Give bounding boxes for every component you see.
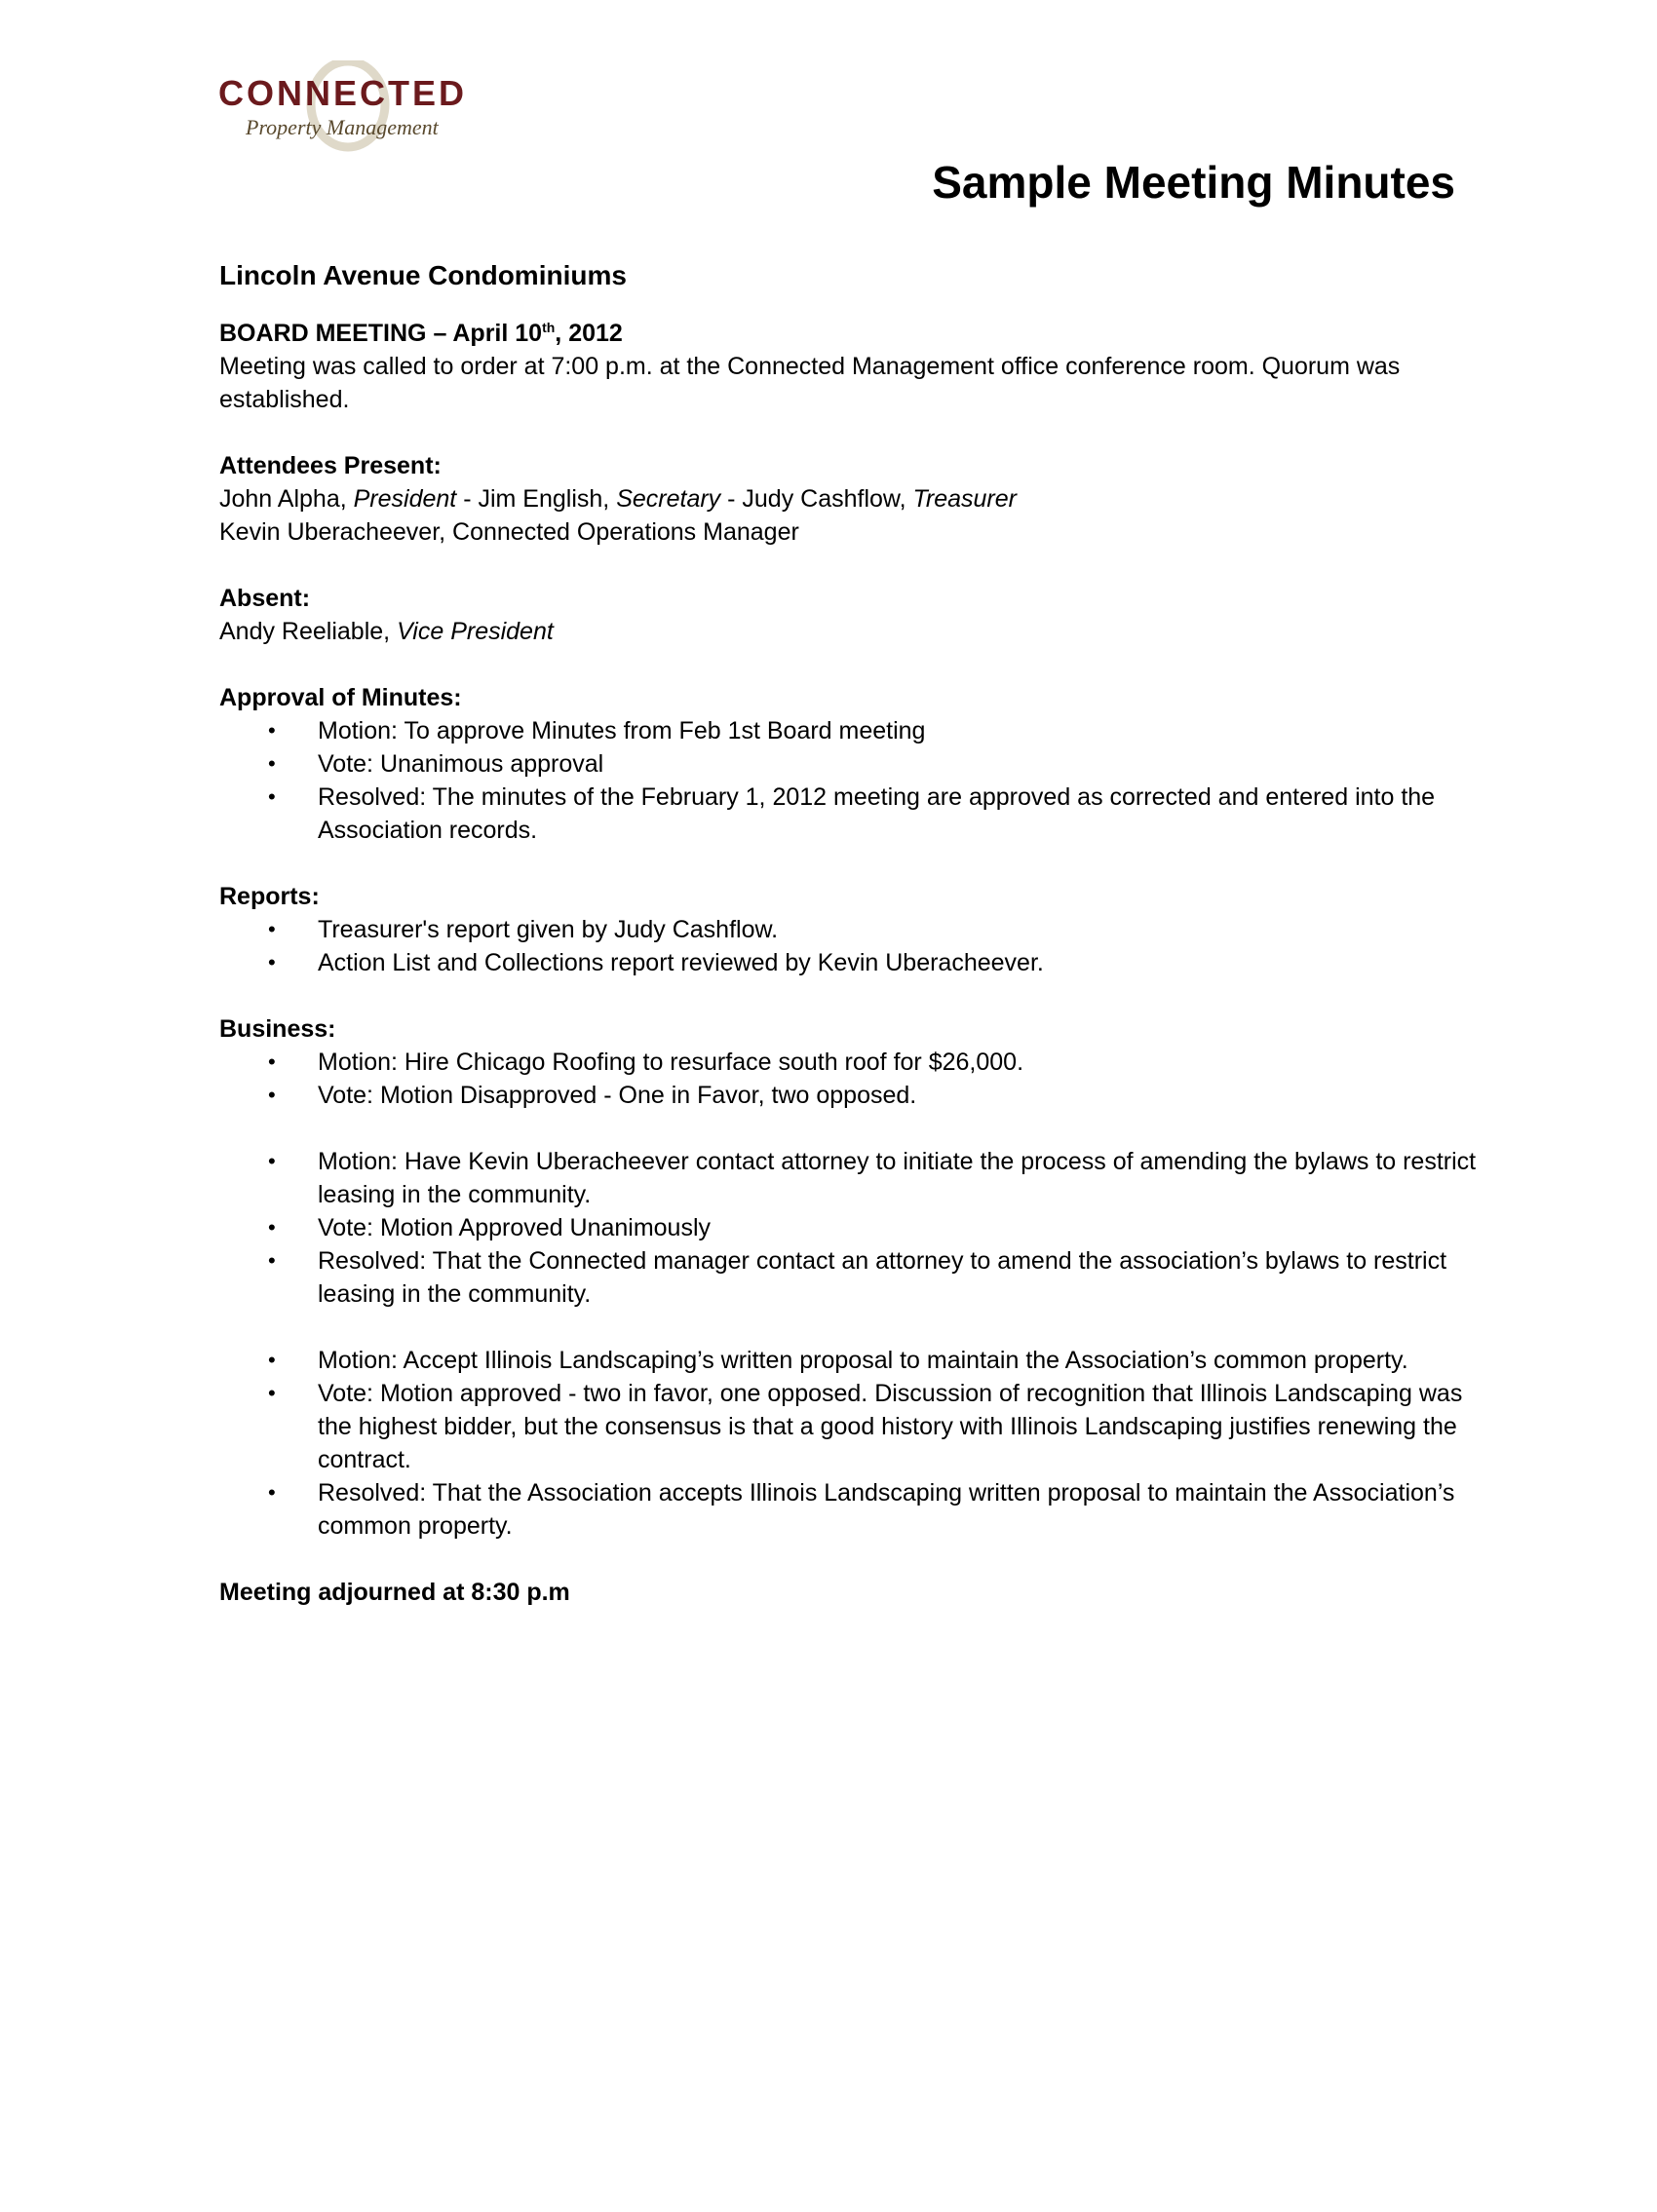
list-item: • Resolved: That the Connected manager contact an attorney to amend the association’s bylaws to restrict leasing in the community. — [268, 1247, 1447, 1308]
list-item: • Resolved: The minutes of the February 1, 2012 meeting are approved as corrected and entered into the Association records. — [268, 783, 1436, 844]
organization-name: Lincoln Avenue Condominiums — [219, 260, 627, 290]
list-item: • Action List and Collections report reviewed by Kevin Uberacheever. — [268, 949, 1044, 976]
attendees-line-2: Kevin Uberacheever, Connected Operations Manager — [219, 518, 799, 546]
attendees-line-1: John Alpha, President - Jim English, Secretary - Judy Cashflow, Treasurer — [219, 485, 1017, 513]
company-logo — [216, 60, 480, 158]
list-item: • Resolved: That the Association accepts Illinois Landscaping written proposal to maintain the Association’s common property. — [268, 1479, 1455, 1540]
list-item: • Vote: Motion Disapproved - One in Favor, two opposed. — [268, 1082, 917, 1109]
approval-heading: Approval of Minutes: — [219, 684, 462, 711]
attendees-heading: Attendees Present: — [219, 452, 442, 479]
absent-heading: Absent: — [219, 585, 311, 612]
business-list-3 — [219, 1344, 1486, 1543]
list-item: • Vote: Motion Approved Unanimously — [268, 1214, 712, 1241]
connected-logo-icon — [216, 60, 480, 158]
absent-line: Andy Reeliable, Vice President — [219, 618, 554, 645]
business-heading: Business: — [219, 1015, 336, 1043]
list-item: • Vote: Motion approved - two in favor, one opposed. Discussion of recognition that Illinois Landscaping was the highest bidder, but the consensus is that a good history with Illinois Landscaping justifies renewing the contract. — [268, 1380, 1463, 1473]
page-title: Sample Meeting Minutes — [932, 157, 1455, 208]
list-item: • Vote: Unanimous approval — [268, 750, 604, 778]
business-list-2 — [219, 1145, 1486, 1311]
list-item: • Motion: Have Kevin Uberacheever contact attorney to initiate the process of amending the bylaws to restrict leasing in the community. — [268, 1148, 1477, 1208]
list-item: • Motion: To approve Minutes from Feb 1st Board meeting — [268, 717, 926, 744]
logo-tagline: Property Management — [246, 115, 439, 139]
meeting-intro: Meeting was called to order at 7:00 p.m. at the Connected Management office conference room. Quorum was established. — [219, 353, 1401, 413]
document-body — [219, 256, 1486, 1609]
adjourned-line: Meeting adjourned at 8:30 p.m — [219, 1579, 570, 1606]
logo-wordmark: CONNECTED — [218, 73, 468, 113]
list-item: • Treasurer's report given by Judy Cashflow. — [268, 916, 779, 943]
meeting-heading: BOARD MEETING – April 10th, 2012 — [219, 320, 623, 347]
reports-heading: Reports: — [219, 883, 320, 910]
list-item: • Motion: Hire Chicago Roofing to resurface south roof for $26,000. — [268, 1049, 1024, 1076]
business-list-1 — [219, 1046, 1486, 1112]
approval-list — [219, 714, 1486, 847]
list-item: • Motion: Accept Illinois Landscaping’s written proposal to maintain the Association’s common property. — [268, 1347, 1408, 1374]
reports-list — [219, 913, 1486, 979]
